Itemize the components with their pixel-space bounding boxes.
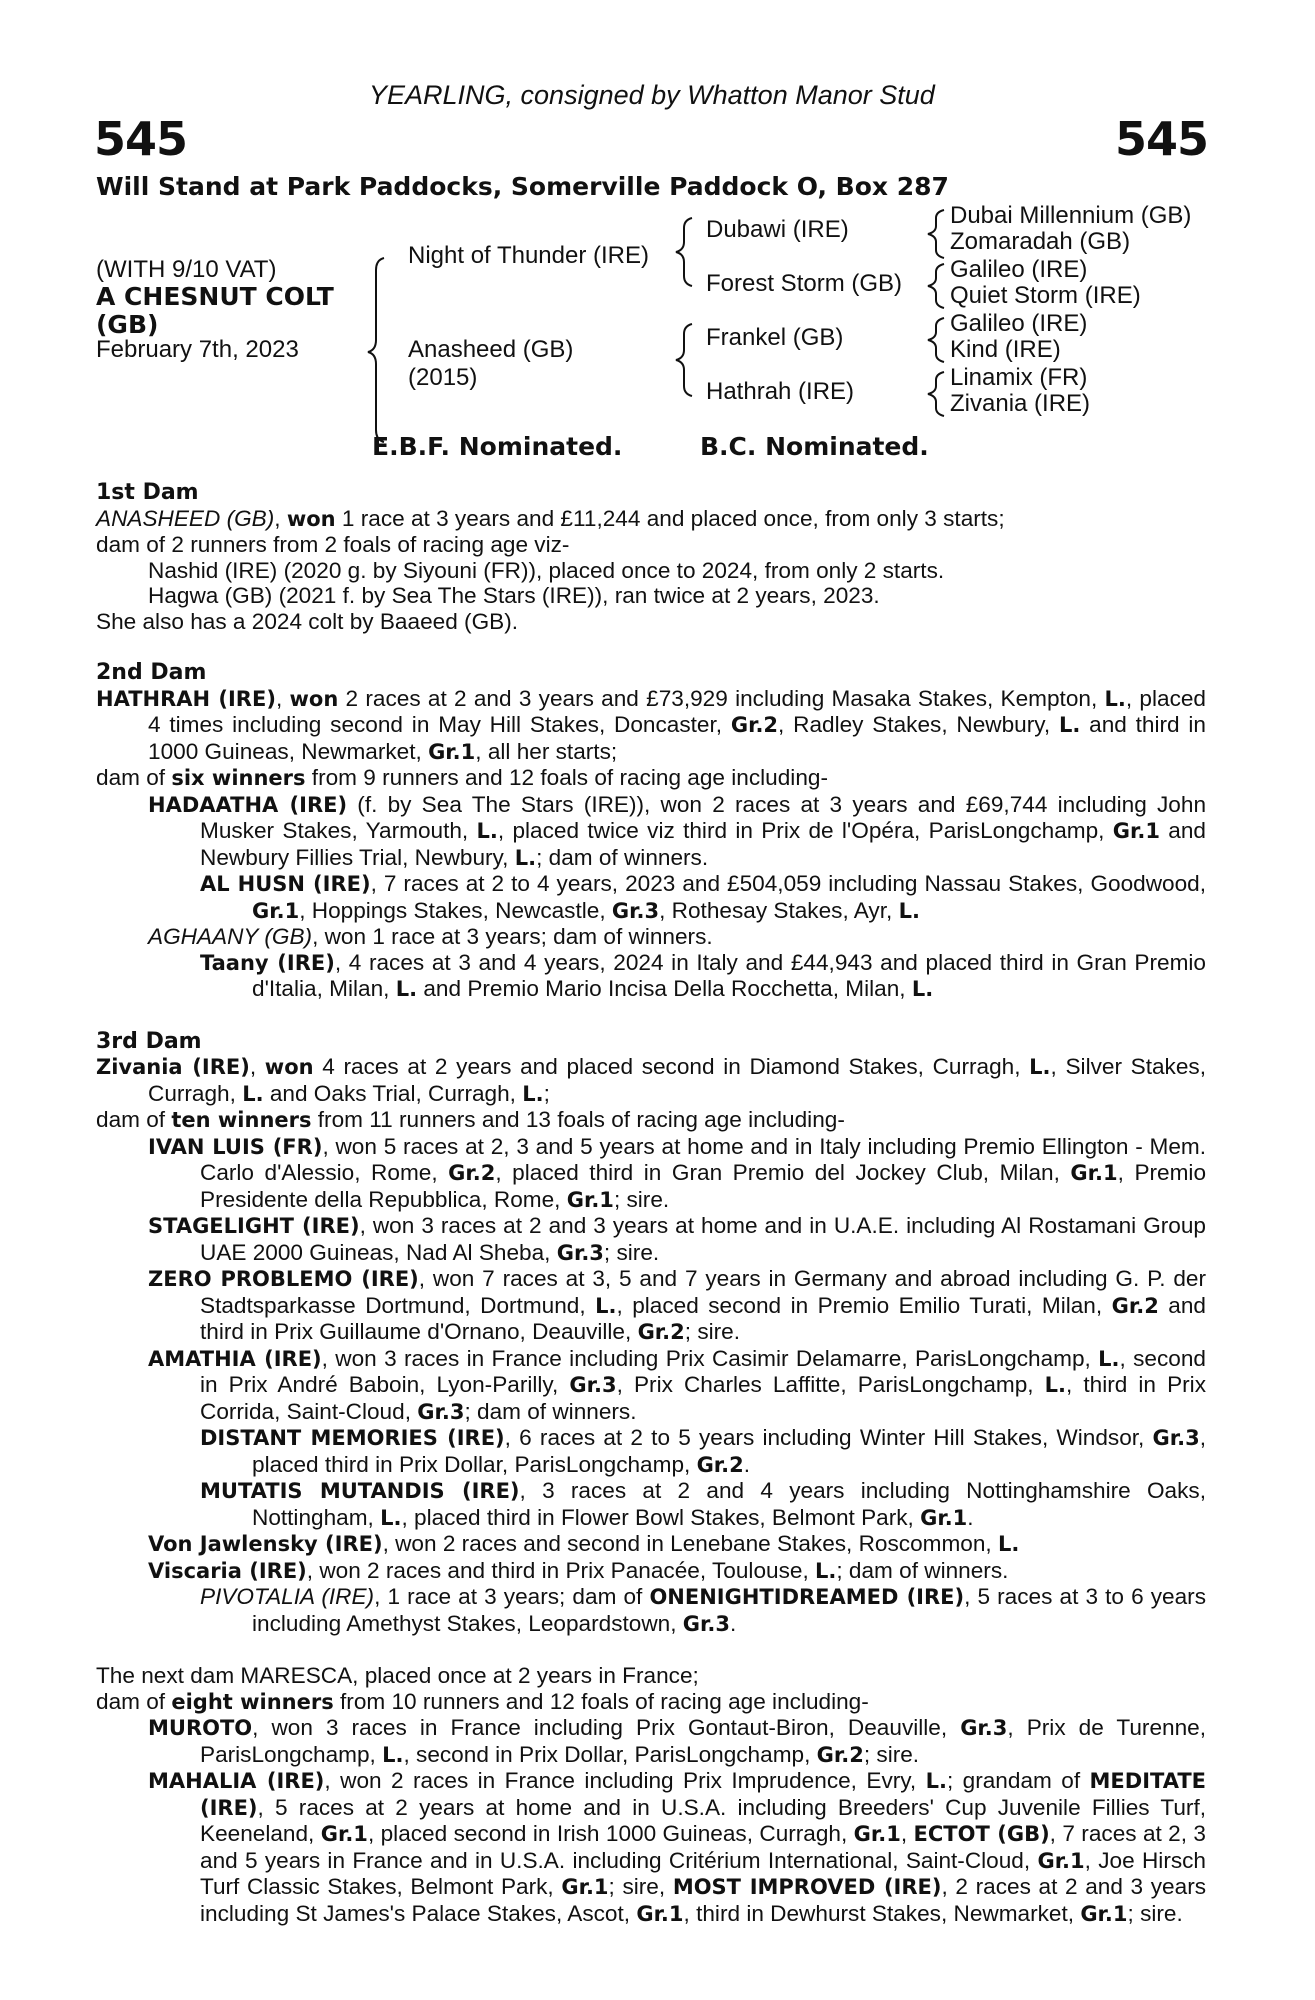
- next-dam-text: The next dam MARESCA, placed once at 2 years in France;: [96, 1663, 699, 1688]
- produce-ivan-luis: IVAN LUIS (FR), won 5 races at 2, 3 and 5 years at home and in Italy including Premio Ellington - Mem. Carlo d'Alessio, Rome, Gr.2, placed third in Gran Premio del Jockey Club, Milan, Gr.1, Premio Presidente della Repubblica, Rome, Gr.1; sire.: [148, 1133, 1207, 1212]
- next-dam-produce-intro: dam of eight winners from 10 runners and 12 foals of racing age including-: [96, 1688, 869, 1714]
- produce-aghaany: AGHAANY (GB), won 1 race at 3 years; dam of winners.: [148, 924, 713, 949]
- dam-year: (2015): [408, 364, 478, 391]
- lot-description: A CHESNUT COLT: [96, 282, 334, 311]
- second-dam-heading: 2nd Dam: [96, 660, 207, 685]
- produce-mahalia: MAHALIA (IRE), won 2 races in France including Prix Imprudence, Evry, L.; grandam of MEDITATE (IRE), 5 races at 2 years at home and in U.S.A. including Breeders' Cup Juvenile Fillies Turf, Keeneland, Gr.1, placed second in Irish 1000 Guineas, Curragh, Gr.1, ECTOT (GB), 7 races at 2, 3 and 5 years in France and in U.S.A. including Critérium International, Saint-Cloud, Gr.1, Joe Hirsch Turf Classic Stakes, Belmont Park, Gr.1; sire, MOST IMPROVED (IRE), 2 races at 2 and 3 years including St James's Palace Stakes, Ascot, Gr.1, third in Dewhurst Stakes, Newmarket, Gr.1; sire.: [148, 1768, 1207, 1926]
- sds: Galileo (IRE): [950, 256, 1088, 283]
- sdd: Quiet Storm (IRE): [950, 282, 1141, 309]
- third-dam-heading: 3rd Dam: [96, 1028, 202, 1054]
- ebf-nomination: E.B.F. Nominated.: [372, 432, 623, 461]
- produce-2024-colt: She also has a 2024 colt by Baaeed (GB).: [96, 608, 519, 634]
- dsd: Kind (IRE): [950, 336, 1061, 363]
- produce-stagelight: STAGELIGHT (IRE), won 3 races at 2 and 3 years at home and in U.A.E. including Al Rostamani Group UAE 2000 Guineas, Nad Al Sheba, Gr.3; sire.: [148, 1213, 1206, 1265]
- produce-amathia: AMATHIA (IRE), won 3 races in France including Prix Casimir Delamarre, ParisLongchamp, L., second in Prix André Baboin, Lyon-Parilly, Gr.3, Prix Charles Laffitte, ParisLongchamp, L., third in Prix Corrida, Saint-Cloud, Gr.3; dam of winners.: [148, 1345, 1206, 1424]
- produce-viscaria: Viscaria (IRE), won 2 races and third in Prix Panacée, Toulouse, L.; dam of winners.: [148, 1557, 1009, 1583]
- produce-hadaatha: HADAATHA (IRE) (f. by Sea The Stars (IRE)), won 2 races at 3 years and £69,744 including John Musker Stakes, Yarmouth, L., placed twice viz third in Prix de l'Opéra, ParisLongchamp, Gr.1 and Newbury Fillies Trial, Newbury, L.; dam of winners.: [148, 791, 1207, 870]
- produce-von-jawlensky: Von Jawlensky (IRE), won 2 races and second in Lenebane Stakes, Roscommon, L.: [148, 1531, 1020, 1556]
- sire: Night of Thunder (IRE): [408, 242, 649, 269]
- dam-sire: Frankel (GB): [706, 324, 844, 351]
- produce-al-husn: AL HUSN (IRE), 7 races at 2 to 4 years, 2023 and £504,059 including Nassau Stakes, Goodwood, Gr.1, Hoppings Stakes, Newcastle, Gr.3, Rothesay Stakes, Ayr, L.: [200, 871, 1207, 923]
- produce-zero-problemo: ZERO PROBLEMO (IRE), won 7 races at 3, 5 and 7 years in Germany and abroad including G. P. der Stadtsparkasse Dortmund, Dortmund, L., placed second in Premio Emilio Turati, Milan, Gr.2 and third in Prix Guillaume d'Ornano, Deauville, Gr.2; sire.: [148, 1266, 1206, 1344]
- second-dam-text: HATHRAH (IRE), won 2 races at 2 and 3 years and £73,929 including Masaka Stakes, Kempton, L., placed 4 times including second in May Hill Stakes, Doncaster, Gr.2, Radley Stakes, Newbury, L. and third in 1000 Guineas, Newmarket, Gr.1, all her starts;: [96, 685, 1207, 764]
- lot-number-left: 545: [94, 112, 188, 166]
- dam: Anasheed (GB): [408, 336, 574, 363]
- dds: Linamix (FR): [950, 364, 1088, 391]
- lot-number-right: 545: [1115, 112, 1209, 166]
- sss: Dubai Millennium (GB): [950, 202, 1192, 229]
- consignor-line: YEARLING, consigned by Whatton Manor Stud: [369, 80, 935, 110]
- produce-pivotalia: PIVOTALIA (IRE), 1 race at 3 years; dam of ONENIGHTIDREAMED (IRE), 5 races at 3 to 6 years including Amethyst Stakes, Leopardstown, Gr.3.: [200, 1584, 1206, 1636]
- third-dam-text: Zivania (IRE), won 4 races at 2 years and placed second in Diamond Stakes, Curragh, L., Silver Stakes, Curragh, L. and Oaks Trial, Curragh, L.;: [96, 1054, 1206, 1106]
- foaling-date: February 7th, 2023: [96, 336, 299, 363]
- produce-muroto: MUROTO, won 3 races in France including Prix Gontaut-Biron, Deauville, Gr.3, Prix de Turenne, ParisLongchamp, L., second in Prix Dollar, ParisLongchamp, Gr.2; sire.: [148, 1715, 1206, 1767]
- produce-distant-memories: DISTANT MEMORIES (IRE), 6 races at 2 to 5 years including Winter Hill Stakes, Windsor, Gr.3, placed third in Prix Dollar, ParisLongchamp, Gr.2.: [200, 1425, 1207, 1477]
- ssd: Zomaradah (GB): [950, 228, 1131, 255]
- stand-location: Will Stand at Park Paddocks, Somerville Paddock O, Box 287: [96, 172, 949, 201]
- catalogue-body: [96, 480, 1206, 1927]
- sire-dam: Forest Storm (GB): [706, 270, 903, 297]
- produce-nashid: Nashid (IRE) (2020 g. by Siyouni (FR)), placed once to 2024, from only 2 starts.: [148, 557, 945, 583]
- third-dam-produce-intro: dam of ten winners from 11 runners and 13 foals of racing age including-: [96, 1107, 845, 1132]
- sire-sire: Dubawi (IRE): [706, 216, 849, 243]
- dam-dam: Hathrah (IRE): [706, 378, 855, 405]
- second-dam-produce-intro: dam of six winners from 9 runners and 12 foals of racing age including-: [96, 765, 828, 790]
- produce-taany: Taany (IRE), 4 races at 3 and 4 years, 2024 in Italy and £44,943 and placed third in Gran Premio d'Italia, Milan, L. and Premio Mario Incisa Della Rocchetta, Milan, L.: [200, 949, 1206, 1001]
- ddd: Zivania (IRE): [950, 390, 1091, 417]
- bc-nomination: B.C. Nominated.: [700, 432, 929, 461]
- first-dam-text: ANASHEED (GB), won 1 race at 3 years and £11,244 and placed once, from only 3 starts;: [96, 505, 1005, 531]
- dss: Galileo (IRE): [950, 310, 1088, 337]
- produce-hagwa: Hagwa (GB) (2021 f. by Sea The Stars (IRE)), ran twice at 2 years, 2023.: [148, 583, 880, 608]
- lot-description-origin: (GB): [96, 310, 159, 339]
- produce-mutatis-mutandis: MUTATIS MUTANDIS (IRE), 3 races at 2 and 4 years including Nottinghamshire Oaks, Nottingham, L., placed third in Flower Bowl Stakes, Belmont Park, Gr.1.: [200, 1478, 1206, 1530]
- first-dam-heading: 1st Dam: [96, 480, 199, 505]
- first-dam-produce-intro: dam of 2 runners from 2 foals of racing age viz-: [96, 532, 570, 557]
- vat-note: (WITH 9/10 VAT): [96, 256, 277, 283]
